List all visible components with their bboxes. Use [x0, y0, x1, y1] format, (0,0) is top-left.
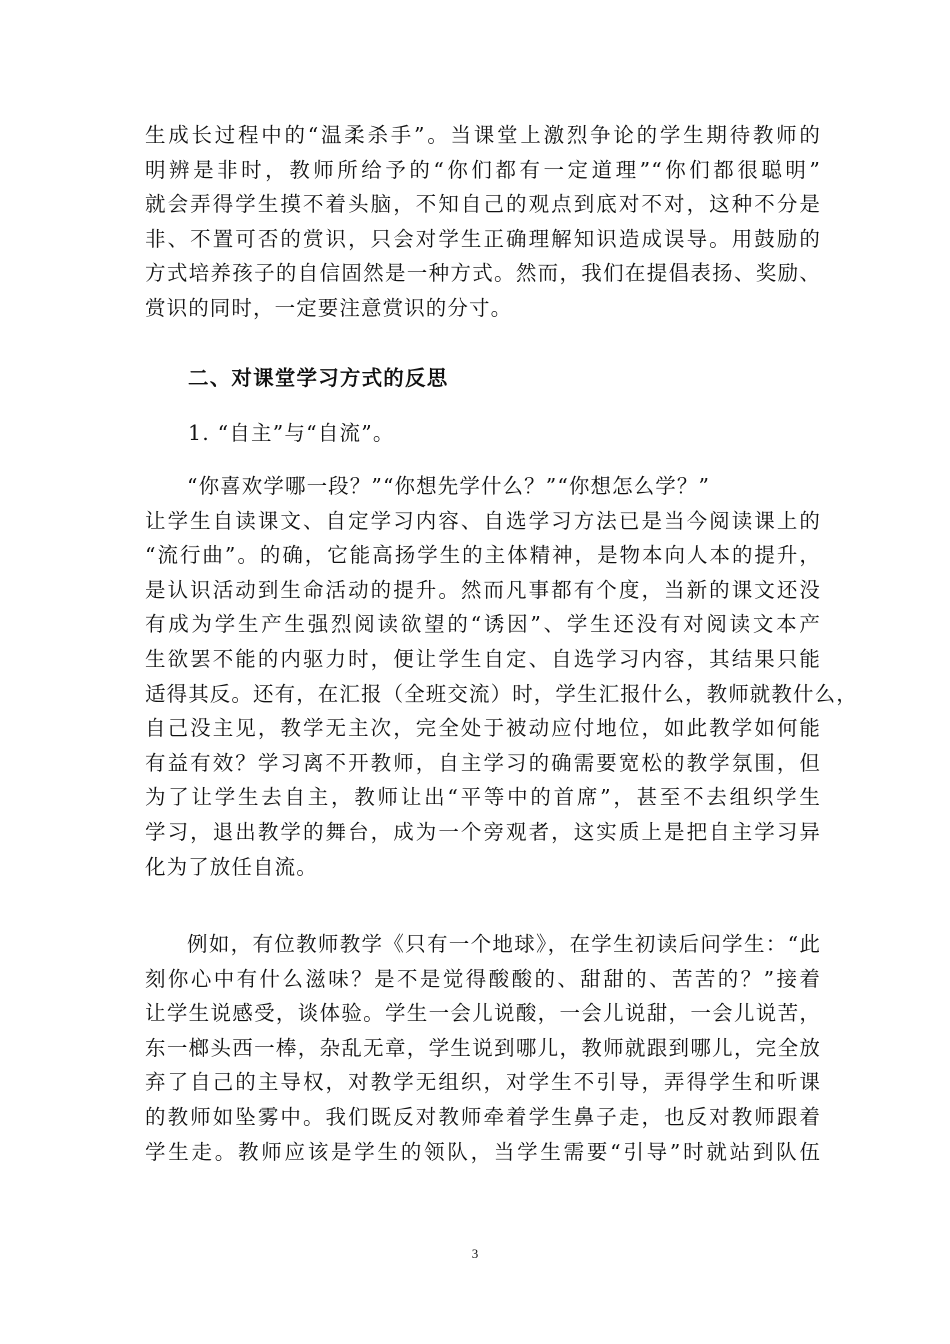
text-line: 学习，退出教学的舞台，成为一个旁观者，这实质上是把自主学习异	[145, 819, 821, 844]
text-line: 生欲罢不能的内驱力时，便让学生自定、自选学习内容，其结果只能	[145, 646, 821, 671]
text-line: 让学生自读课文、自定学习内容、自选学习方法已是当今阅读课上的	[145, 508, 821, 533]
paragraph-3	[145, 927, 821, 1169]
text-line: 刻你心中有什么滋味？是不是觉得酸酸的、甜甜的、苦苦的？”接着	[145, 966, 821, 991]
paragraph-1	[145, 118, 821, 326]
text-line: 有益有效？学习离不开教师，自主学习的确需要宽松的教学氛围，但	[145, 750, 821, 775]
section-heading: 二、对课堂学习方式的反思	[188, 366, 449, 390]
text-line: 明辨是非时，教师所给予的“你们都有一定道理”“你们都很聪明”	[145, 157, 821, 182]
text-line: 适得其反。还有，在汇报（全班交流）时，学生汇报什么，教师就教什么，	[145, 681, 858, 706]
text-line: 学生走。教师应该是学生的领队，当学生需要“引导”时就站到队伍	[145, 1139, 821, 1164]
text-line: “你喜欢学哪一段？”“你想先学什么？”“你想怎么学？”	[187, 474, 711, 498]
text-line: 化为了放任自流。	[145, 854, 318, 879]
text-line: 例如，有位教师教学《只有一个地球》，在学生初读后问学生：“此	[187, 932, 821, 956]
text-line: 让学生说感受，谈体验。学生一会儿说酸，一会儿说甜，一会儿说苦，	[145, 1001, 821, 1026]
page-number: 3	[471, 1246, 479, 1261]
text-line: 方式培养孩子的自信固然是一种方式。然而，我们在提倡表扬、奖励、	[145, 261, 821, 286]
text-line: 是认识活动到生命活动的提升。然而凡事都有个度，当新的课文还没	[145, 577, 821, 602]
text-line: 有成为学生产生强烈阅读欲望的“诱因”、学生还没有对阅读文本产	[145, 612, 821, 637]
text-line: 就会弄得学生摸不着头脑，不知自己的观点到底对不对，这种不分是	[145, 192, 821, 217]
text-line: 赏识的同时，一定要注意赏识的分寸。	[145, 295, 513, 320]
paragraph-2	[145, 469, 858, 884]
text-line: 东一榔头西一棒，杂乱无章，学生说到哪儿，教师就跟到哪儿，完全放	[145, 1035, 821, 1060]
text-line: 非、不置可否的赏识，只会对学生正确理解知识造成误导。用鼓励的	[145, 226, 821, 251]
text-line: 的教师如坠雾中。我们既反对教师牵着学生鼻子走，也反对教师跟着	[145, 1104, 821, 1129]
subsection-heading: 1. “自主”与“自流”。	[188, 421, 395, 445]
text-line: “流行曲”。的确，它能高扬学生的主体精神，是物本向人本的提升，	[145, 543, 821, 568]
text-line: 弃了自己的主导权，对教学无组织，对学生不引导，弄得学生和听课	[145, 1070, 821, 1095]
text-line: 生成长过程中的“温柔杀手”。当课堂上激烈争论的学生期待教师的	[145, 123, 821, 147]
text-line: 自己没主见，教学无主次，完全处于被动应付地位，如此教学如何能	[145, 716, 821, 741]
text-line: 为了让学生去自主，教师让出“平等中的首席”，甚至不去组织学生	[145, 785, 821, 810]
